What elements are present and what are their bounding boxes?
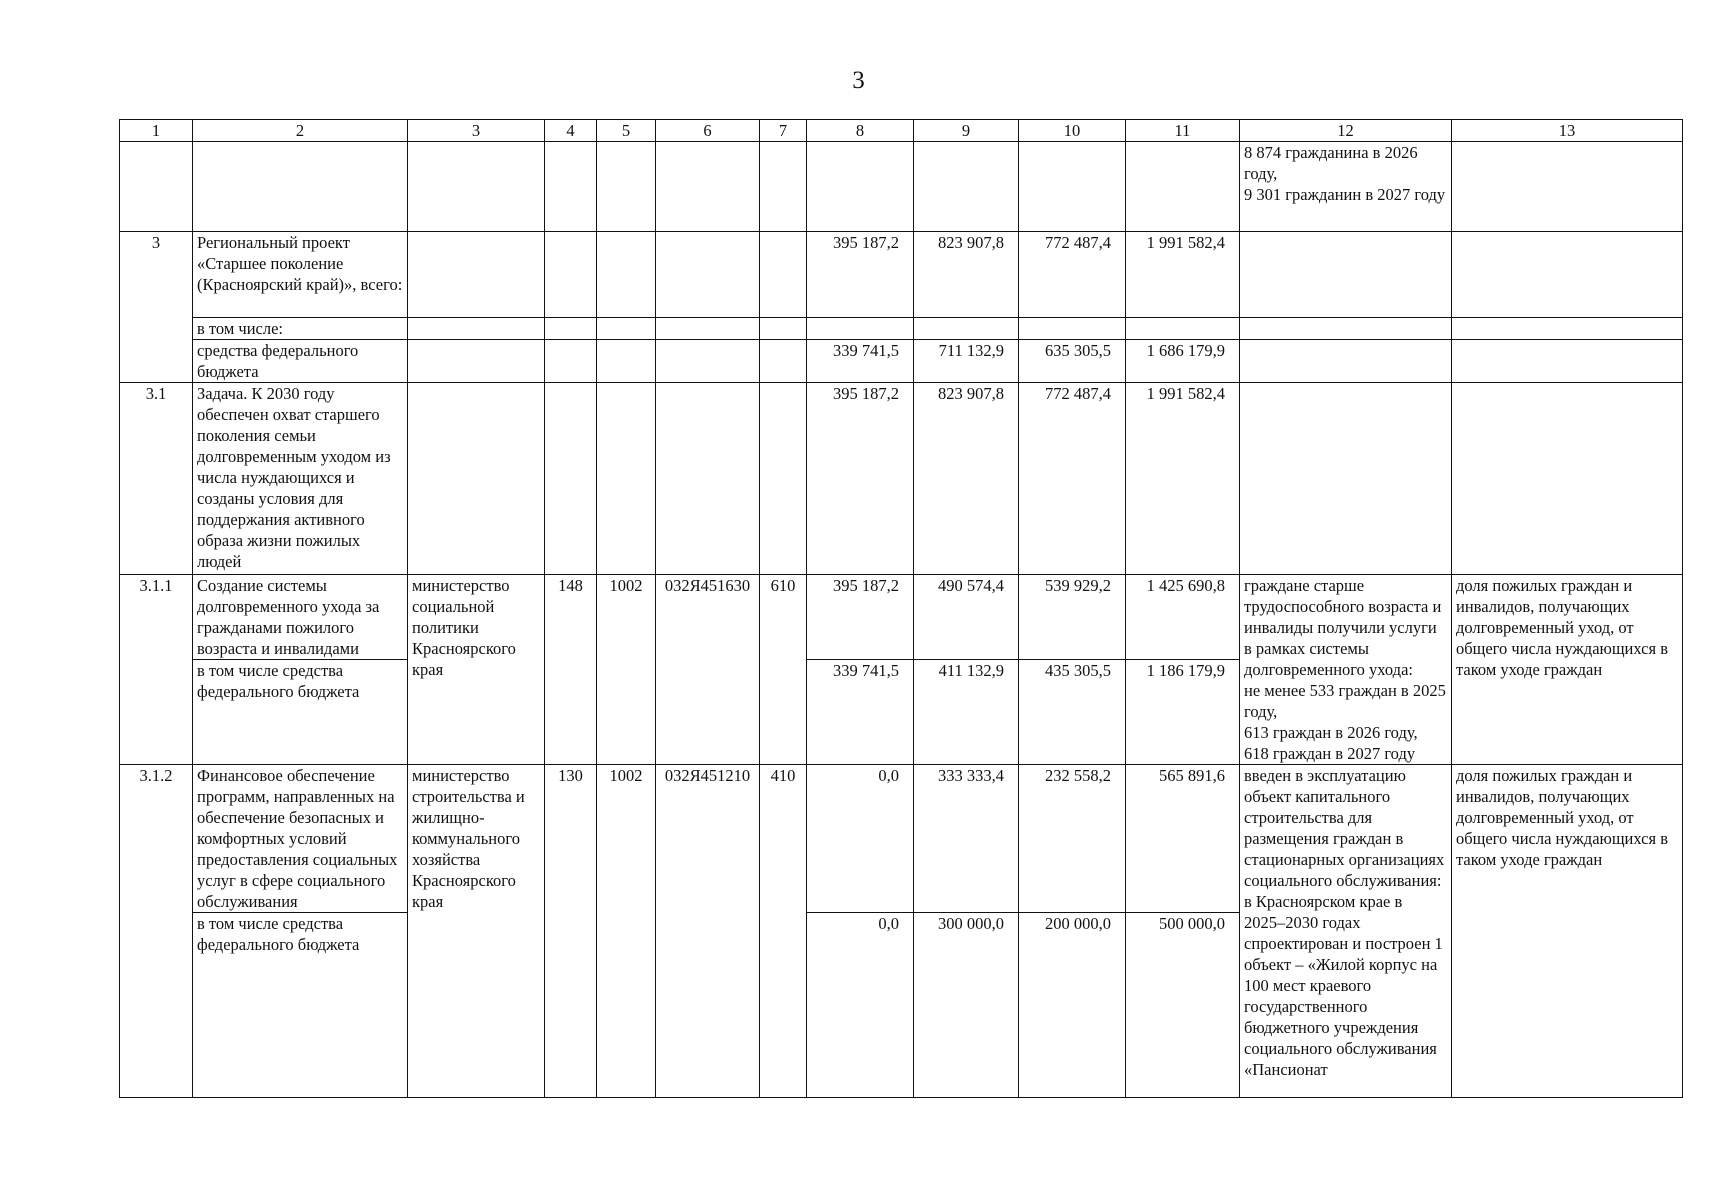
- amount-cell: 823 907,8: [914, 232, 1019, 318]
- indicator-cell: доля пожилых граждан и инвалидов, получающих долговременный уход, от общего числа нуждающихся в таком уходе граждан: [1452, 765, 1683, 1098]
- row-number: 3.1.1: [120, 575, 193, 765]
- col-header: 3: [408, 120, 545, 142]
- amount-cell: 232 558,2: [1019, 765, 1126, 913]
- amount-cell: 395 187,2: [807, 232, 914, 318]
- row-number: 3.1.2: [120, 765, 193, 1098]
- item-name: в том числе:: [193, 318, 408, 340]
- col-header: 1: [120, 120, 193, 142]
- indicator-cell: доля пожилых граждан и инвалидов, получающих долговременный уход, от общего числа нуждающихся в таком уходе граждан: [1452, 575, 1683, 765]
- code-cell: 032Я451630: [656, 575, 760, 765]
- amount-cell: 772 487,4: [1019, 383, 1126, 575]
- col-header: 2: [193, 120, 408, 142]
- col-header: 12: [1240, 120, 1452, 142]
- amount-cell: 395 187,2: [807, 383, 914, 575]
- code-cell: 148: [545, 575, 597, 765]
- item-name: Региональный проект «Старшее поколение (Красноярский край)», всего:: [193, 232, 408, 318]
- col-header: 13: [1452, 120, 1683, 142]
- code-cell: 610: [760, 575, 807, 765]
- table-row: [120, 318, 1683, 340]
- amount-cell: 539 929,2: [1019, 575, 1126, 660]
- col-header: 6: [656, 120, 760, 142]
- executor-cell: министерство строительства и жилищно-коммунального хозяйства Красноярского края: [408, 765, 545, 1098]
- result-cell: введен в эксплуатацию объект капитального строительства для размещения граждан в стационарных организациях социального обслуживания: в Красноярском крае в 2025–2030 годах спроектирован и построен 1 объект – «Жилой корпус на 100 мест краевого государственного бюджетного учреждения социального обслуживания «Пансионат: [1240, 765, 1452, 1098]
- table-row: [120, 383, 1683, 575]
- amount-cell: 711 132,9: [914, 340, 1019, 383]
- table-row: [120, 142, 1683, 232]
- amount-cell: 0,0: [807, 765, 914, 913]
- amount-cell: 339 741,5: [807, 660, 914, 765]
- amount-cell: 0,0: [807, 913, 914, 1098]
- col-header: 5: [597, 120, 656, 142]
- executor-cell: министерство социальной политики Красноярского края: [408, 575, 545, 765]
- code-cell: 1002: [597, 575, 656, 765]
- row-number: 3: [120, 232, 193, 383]
- column-number-row: [120, 120, 1683, 142]
- col-header: 10: [1019, 120, 1126, 142]
- amount-cell: 1 991 582,4: [1126, 383, 1240, 575]
- item-name: Задача. К 2030 году обеспечен охват старшего поколения семьи долговременным уходом из числа нуждающихся и созданы условия для поддержания активного образа жизни пожилых людей: [193, 383, 408, 575]
- col-header: 7: [760, 120, 807, 142]
- amount-cell: 1 686 179,9: [1126, 340, 1240, 383]
- item-name: в том числе средства федерального бюджета: [193, 913, 408, 1098]
- table-row: [120, 765, 1683, 913]
- amount-cell: 1 186 179,9: [1126, 660, 1240, 765]
- result-cell: граждане старше трудоспособного возраста и инвалиды получили услуги в рамках системы долговременного ухода: не менее 533 граждан в 2025 году, 613 граждан в 2026 году, 618 граждан в 2027 году: [1240, 575, 1452, 765]
- item-name: Создание системы долговременного ухода за гражданами пожилого возраста и инвалидами: [193, 575, 408, 660]
- amount-cell: 435 305,5: [1019, 660, 1126, 765]
- amount-cell: 823 907,8: [914, 383, 1019, 575]
- amount-cell: 1 425 690,8: [1126, 575, 1240, 660]
- amount-cell: 772 487,4: [1019, 232, 1126, 318]
- code-cell: 032Я451210: [656, 765, 760, 1098]
- result-cell: 8 874 гражданина в 2026 году, 9 301 гражданин в 2027 году: [1240, 142, 1452, 232]
- table-row: [120, 575, 1683, 660]
- amount-cell: 200 000,0: [1019, 913, 1126, 1098]
- page-number: 3: [852, 67, 865, 94]
- amount-cell: 395 187,2: [807, 575, 914, 660]
- table-row: [120, 232, 1683, 318]
- col-header: 9: [914, 120, 1019, 142]
- budget-table: [119, 119, 1683, 1098]
- item-name: средства федерального бюджета: [193, 340, 408, 383]
- row-number: 3.1: [120, 383, 193, 575]
- col-header: 4: [545, 120, 597, 142]
- amount-cell: 339 741,5: [807, 340, 914, 383]
- amount-cell: 411 132,9: [914, 660, 1019, 765]
- amount-cell: 333 333,4: [914, 765, 1019, 913]
- col-header: 11: [1126, 120, 1240, 142]
- amount-cell: 500 000,0: [1126, 913, 1240, 1098]
- item-name: в том числе средства федерального бюджета: [193, 660, 408, 765]
- item-name: Финансовое обеспечение программ, направленных на обеспечение безопасных и комфортных условий предоставления социальных услуг в сфере социального обслуживания: [193, 765, 408, 913]
- code-cell: 1002: [597, 765, 656, 1098]
- amount-cell: 635 305,5: [1019, 340, 1126, 383]
- amount-cell: 565 891,6: [1126, 765, 1240, 913]
- col-header: 8: [807, 120, 914, 142]
- table-row: [120, 340, 1683, 383]
- code-cell: 410: [760, 765, 807, 1098]
- code-cell: 130: [545, 765, 597, 1098]
- amount-cell: 490 574,4: [914, 575, 1019, 660]
- amount-cell: 1 991 582,4: [1126, 232, 1240, 318]
- amount-cell: 300 000,0: [914, 913, 1019, 1098]
